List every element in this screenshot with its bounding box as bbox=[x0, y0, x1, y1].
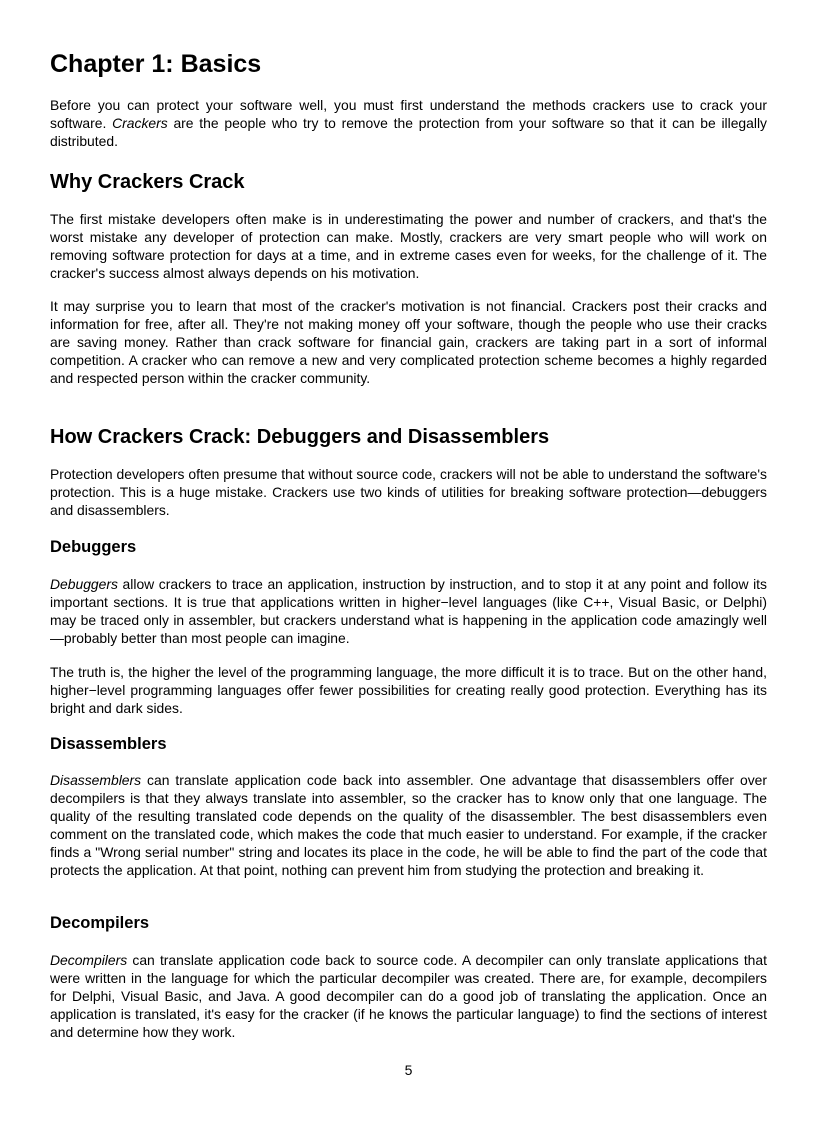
decompilers-paragraph-1 bbox=[50, 951, 767, 1041]
how-paragraph-1: Protection developers often presume that without source code, crackers will not be able to understand the software's protection. This is a huge mistake. Crackers use two kinds of utilities for breaking software protection—debuggers and disassemblers. bbox=[50, 466, 767, 518]
debuggers-paragraph-2: The truth is, the higher the level of the programming language, the more difficult it is to trace. But on the other hand, higher−level programming languages offer fewer possibilities for creating really good protection. Everything has its bright and dark sides. bbox=[50, 664, 767, 716]
heading-decompilers: Decompilers bbox=[50, 914, 150, 932]
heading-how-crackers-crack: How Crackers Crack: Debuggers and Disassemblers bbox=[50, 426, 550, 448]
disassemblers-paragraph-1 bbox=[50, 771, 767, 879]
heading-disassemblers: Disassemblers bbox=[50, 735, 167, 753]
page-number: 5 bbox=[404, 1062, 413, 1078]
debuggers-paragraph-1-text: allow crackers to trace an application, instruction by instruction, and to stop it at any point and follow its important sections. It is true that applications written in higher−level languages (like C++, Visual Basic, or Delphi) may be traced only in assembler, but crackers understand what is happening in the application code amazingly well—probably better than most people can imagine. bbox=[50, 576, 767, 646]
disassemblers-paragraph-1-text: can translate application code back into assembler. One advantage that disassemblers offer over decompilers is that they always translate into assembler, so the cracker has to know only that one language. The quality of the resulting translated code depends on the quality of the disassembler. The best disassemblers even comment on the translated code, which makes the code that much easier to understand. For example, if the cracker finds a "Wrong serial number" string and locates its place in the code, he will be able to find the part of the code that protects the application. At that point, nothing can prevent him from studying the protection and breaking it. bbox=[50, 772, 767, 878]
chapter-title: Chapter 1: Basics bbox=[50, 50, 262, 78]
debuggers-paragraph-1 bbox=[50, 575, 767, 647]
intro-text-after: are the people who try to remove the protection from your software so that it can be illegally distributed. bbox=[50, 115, 767, 149]
heading-why-crackers-crack: Why Crackers Crack bbox=[50, 171, 245, 193]
intro-text-before: Before you can protect your software well, you must first understand the methods crackers use to crack your software. bbox=[50, 97, 767, 131]
document-page bbox=[50, 0, 767, 1123]
why-paragraph-2: It may surprise you to learn that most of the cracker's motivation is not financial. Crackers post their cracks and information for free, after all. They're not making money off your software, though the people who use their cracks are saving money. Rather than crack software for financial gain, crackers are taking part in a sort of informal competition. A cracker who can remove a new and very complicated protection scheme becomes a highly regarded and respected person within the cracker community. bbox=[50, 298, 767, 386]
why-paragraph-1: The first mistake developers often make is in underestimating the power and number of crackers, and that's the worst mistake any developer of protection can make. Mostly, crackers are very smart people who will work on removing software protection for days at a time, and in extreme cases even for weeks, for the challenge of it. The cracker's success almost always depends on his motivation. bbox=[50, 211, 767, 281]
intro-paragraph bbox=[50, 96, 767, 150]
intro-term-crackers: Crackers bbox=[112, 115, 168, 131]
heading-debuggers: Debuggers bbox=[50, 538, 137, 556]
decompilers-paragraph-1-text: can translate application code back to source code. A decompiler can only translate applications that were written in the language for which the particular decompiler was created. There are, for example, decompilers for Delphi, Visual Basic, and Java. A good decompiler can do a good job of translating the application. Once an application is translated, it's easy for the cracker (if he knows the particular language) to find the sections of interest and determine how they work. bbox=[50, 952, 767, 1040]
debuggers-term: Debuggers bbox=[50, 576, 118, 592]
disassemblers-term: Disassemblers bbox=[50, 772, 142, 788]
decompilers-term: Decompilers bbox=[50, 952, 128, 968]
